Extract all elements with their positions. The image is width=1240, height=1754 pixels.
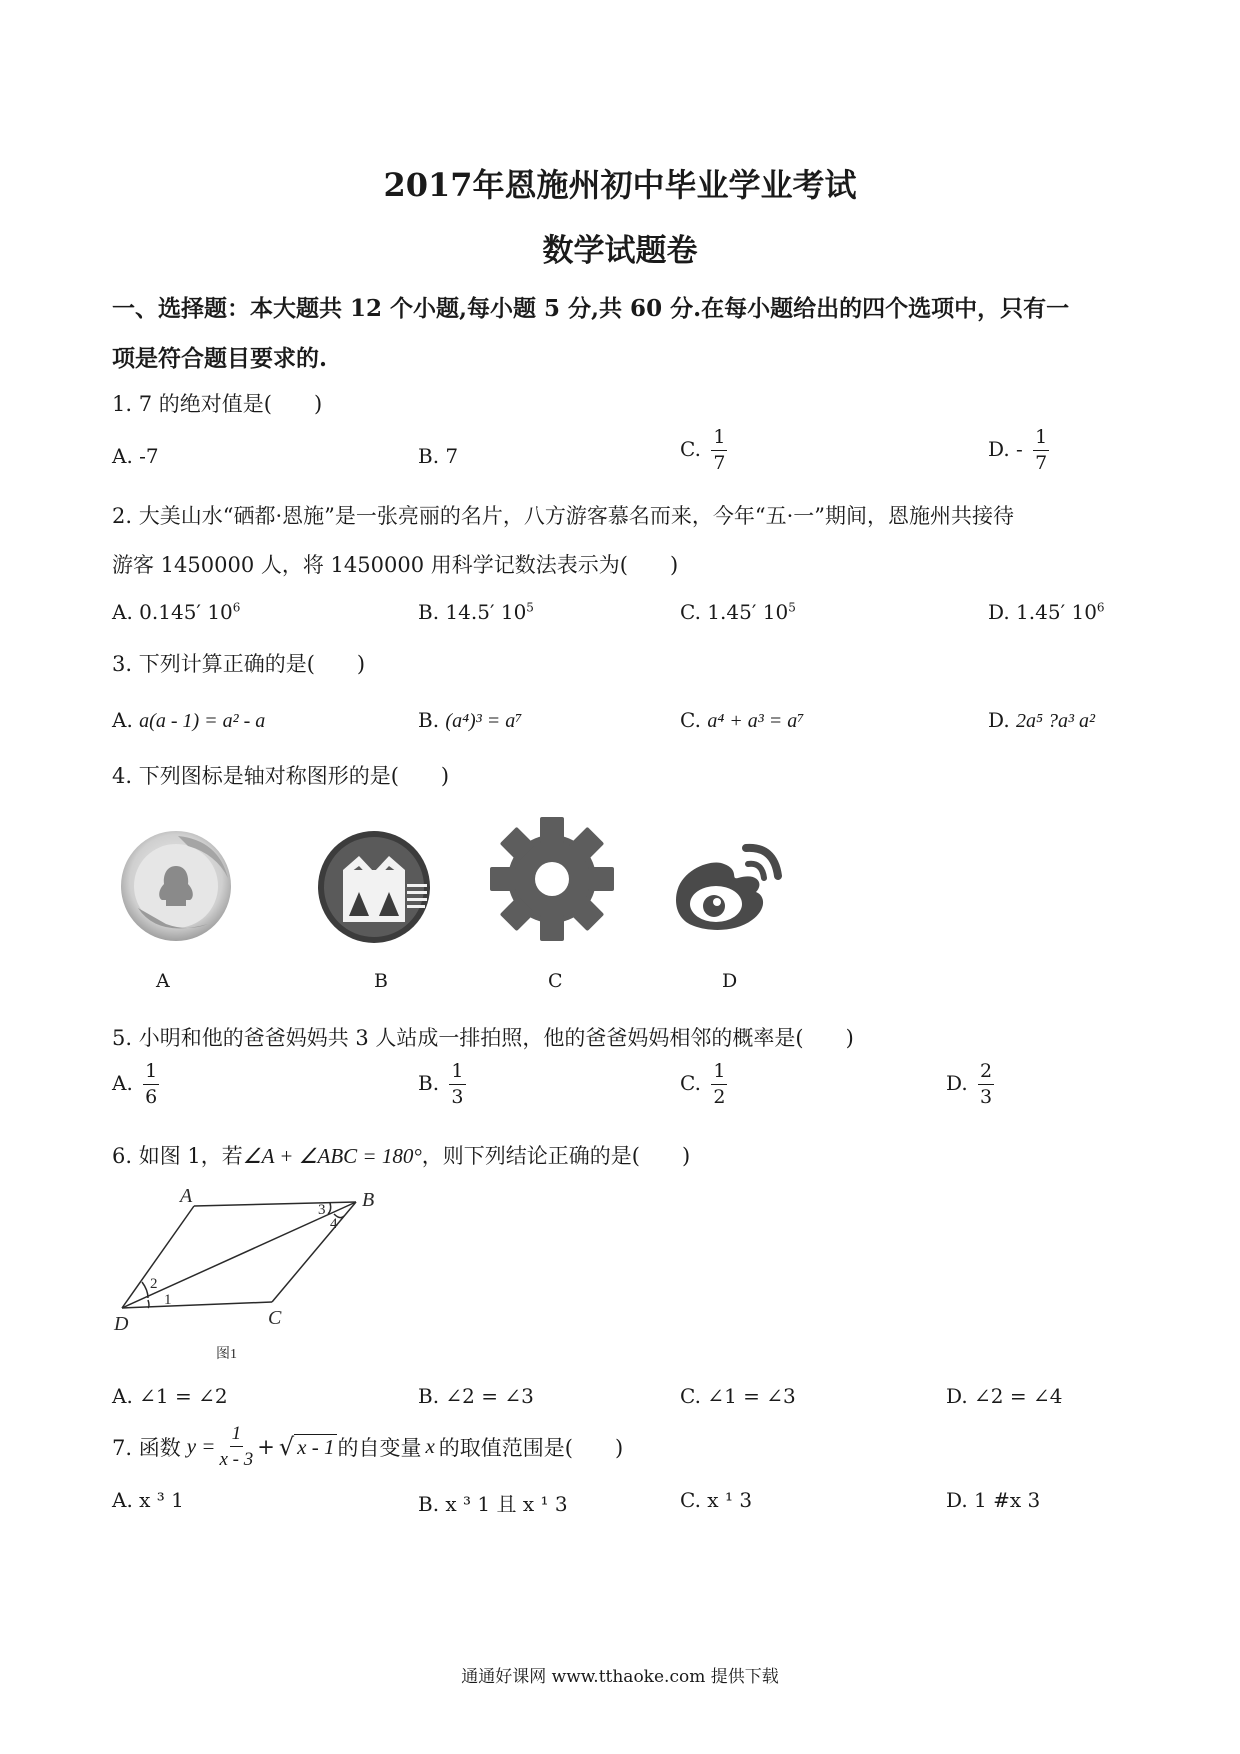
exponent: 5 <box>526 600 534 615</box>
question-1-stem: 1. 7 的绝对值是( ) <box>112 392 323 416</box>
option-prefix: A. <box>112 708 133 732</box>
fraction-numerator: 1 <box>711 428 727 451</box>
question-7-option-b: B. x ³ 1 且 x ¹ 3 <box>418 1492 568 1516</box>
fraction <box>219 1424 253 1469</box>
question-6-option-d: D. ∠2 = ∠4 <box>946 1384 1063 1408</box>
plus-sign: + <box>257 1434 275 1459</box>
option-prefix: B. <box>418 1071 440 1095</box>
math-expression: (a⁴)³ = a⁷ <box>445 710 523 732</box>
fraction-denominator: 3 <box>980 1086 993 1108</box>
vertex-b-label: B <box>362 1189 375 1211</box>
question-7-option-a: A. x ³ 1 <box>112 1488 184 1512</box>
option-prefix: D. <box>988 708 1010 732</box>
figure-1-parallelogram <box>108 1186 398 1366</box>
question-3-option-a <box>112 708 265 733</box>
stem-middle: 的自变量 <box>337 1435 422 1460</box>
section-heading-line1: 一、选择题：本大题共 12 个小题,每小题 5 分,共 60 分.在每小题给出的四个选项中，只有一 <box>112 295 1070 322</box>
question-7-option-d: D. 1 #x 3 <box>946 1488 1041 1512</box>
question-6-stem <box>112 1140 690 1170</box>
fraction-denominator: x - 3 <box>219 1449 254 1470</box>
edge-da <box>122 1206 194 1308</box>
question-2-option-a <box>112 600 240 624</box>
figure-caption: 图1 <box>216 1347 237 1362</box>
exponent: 5 <box>788 600 796 615</box>
angle-2-label: 2 <box>150 1276 158 1292</box>
angle-4-label: 4 <box>330 1216 338 1232</box>
option-text: C. 1.45′ 10 <box>680 600 789 624</box>
question-7-stem <box>112 1424 623 1469</box>
math-expression: a⁴ + a³ = a⁷ <box>707 710 805 732</box>
fraction-denominator: 7 <box>1035 452 1048 474</box>
question-4-stem: 4. 下列图标是轴对称图形的是( ) <box>112 764 450 788</box>
section-heading-line2: 项是符合题目要求的. <box>112 345 328 372</box>
fraction-numerator: 1 <box>230 1424 244 1447</box>
vertex-a-label: A <box>180 1186 193 1207</box>
page-subtitle: 数学试题卷 <box>542 233 698 269</box>
option-text: D. 1.45′ 10 <box>988 600 1097 624</box>
option-prefix: C. <box>680 1071 701 1095</box>
fraction-numerator: 2 <box>978 1062 994 1085</box>
question-6-option-a: A. ∠1 = ∠2 <box>112 1384 228 1408</box>
question-3-option-d <box>988 708 1095 733</box>
math-expression: ∠A + ∠ABC = 180° <box>242 1144 422 1168</box>
icon-label-c: C <box>548 970 563 992</box>
question-1-option-d <box>988 428 1049 473</box>
question-2-option-d <box>988 600 1105 624</box>
option-prefix: D. - <box>988 437 1023 461</box>
question-5-option-b <box>418 1062 466 1107</box>
question-2-option-c <box>680 600 796 624</box>
question-5-option-d <box>946 1062 994 1107</box>
question-6-option-b: B. ∠2 = ∠3 <box>418 1384 534 1408</box>
question-1-option-a: A. -7 <box>112 444 159 468</box>
weibo-logo-icon <box>670 828 788 938</box>
footer-source: 通通好课网 www.tthaoke.com 提供下载 <box>461 1667 779 1687</box>
math-expression: a(a - 1) = a² - a <box>139 710 266 732</box>
page-title: 2017年恩施州初中毕业学业考试 <box>383 166 857 204</box>
question-3-stem: 3. 下列计算正确的是( ) <box>112 652 366 676</box>
variable-x: x <box>425 1434 435 1458</box>
question-1-option-c <box>680 428 727 473</box>
fraction-denominator: 3 <box>451 1086 464 1108</box>
option-prefix: A. <box>112 1071 133 1095</box>
penguin-logo-icon <box>118 828 234 944</box>
vertex-d-label: D <box>114 1313 129 1335</box>
fraction-denominator: 6 <box>145 1086 158 1108</box>
question-3-option-c <box>680 708 804 733</box>
fraction-denominator: 2 <box>713 1086 726 1108</box>
question-6-option-c: C. ∠1 = ∠3 <box>680 1384 796 1408</box>
option-text: A. 0.145′ 10 <box>112 600 233 624</box>
question-7-option-c: C. x ¹ 3 <box>680 1488 753 1512</box>
icon-label-a: A <box>156 970 170 992</box>
angle-arc-1 <box>148 1300 149 1308</box>
fraction <box>1033 428 1049 473</box>
fraction <box>978 1062 994 1107</box>
stem-suffix: ，则下列结论正确的是( ) <box>421 1144 691 1168</box>
question-2-option-b <box>418 600 534 624</box>
stem-prefix: 6. 如图 1，若 <box>112 1144 243 1168</box>
option-prefix: C. <box>680 708 701 732</box>
angle-3-label: 3 <box>318 1202 326 1218</box>
option-prefix: D. <box>946 1071 968 1095</box>
fraction-numerator: 1 <box>711 1062 727 1085</box>
gear-icon <box>488 815 616 943</box>
fraction-denominator: 7 <box>713 452 726 474</box>
option-prefix: B. <box>418 708 440 732</box>
function-lhs: y = <box>186 1434 216 1458</box>
radical-sign-icon: √ <box>278 1432 295 1461</box>
fraction-numerator: 1 <box>143 1062 159 1085</box>
question-2-stem-line1: 2. 大美山水“硒都·恩施”是一张亮丽的名片，八方游客慕名而来，今年“五·一”期间，恩施州共接待 <box>112 504 1015 528</box>
option-text: B. 14.5′ 10 <box>418 600 527 624</box>
option-prefix: C. <box>680 437 701 461</box>
stem-prefix: 7. 函数 <box>112 1435 181 1460</box>
m-triangle-logo-icon <box>315 828 433 946</box>
fraction <box>711 1062 727 1107</box>
square-root <box>279 1433 338 1461</box>
icon-label-b: B <box>374 970 388 992</box>
angle-arc-3 <box>328 1203 331 1214</box>
edge-cd <box>122 1302 272 1308</box>
math-expression: 2a⁵ ?a³ a² <box>1016 710 1095 732</box>
fraction-numerator: 1 <box>1033 428 1049 451</box>
exponent: 6 <box>1096 600 1105 615</box>
angle-1-label: 1 <box>164 1292 172 1308</box>
icon-label-d: D <box>722 970 738 992</box>
question-2-stem-line2: 游客 1450000 人，将 1450000 用科学记数法表示为( ) <box>112 553 679 577</box>
fraction <box>711 428 727 473</box>
exponent: 6 <box>232 600 241 615</box>
edge-ab <box>194 1202 356 1206</box>
angle-arc-2 <box>142 1282 148 1298</box>
question-3-option-b <box>418 708 522 733</box>
question-5-option-a <box>112 1062 159 1107</box>
vertex-c-label: C <box>268 1307 282 1329</box>
fraction <box>143 1062 159 1107</box>
question-5-stem: 5. 小明和他的爸爸妈妈共 3 人站成一排拍照，他的爸爸妈妈相邻的概率是( ) <box>112 1026 854 1050</box>
fraction-numerator: 1 <box>449 1062 465 1085</box>
question-1-option-b: B. 7 <box>418 444 459 468</box>
radicand: x - 1 <box>294 1434 337 1460</box>
question-5-option-c <box>680 1062 727 1107</box>
stem-tail: 的取值范围是( ) <box>438 1435 624 1460</box>
fraction <box>449 1062 465 1107</box>
